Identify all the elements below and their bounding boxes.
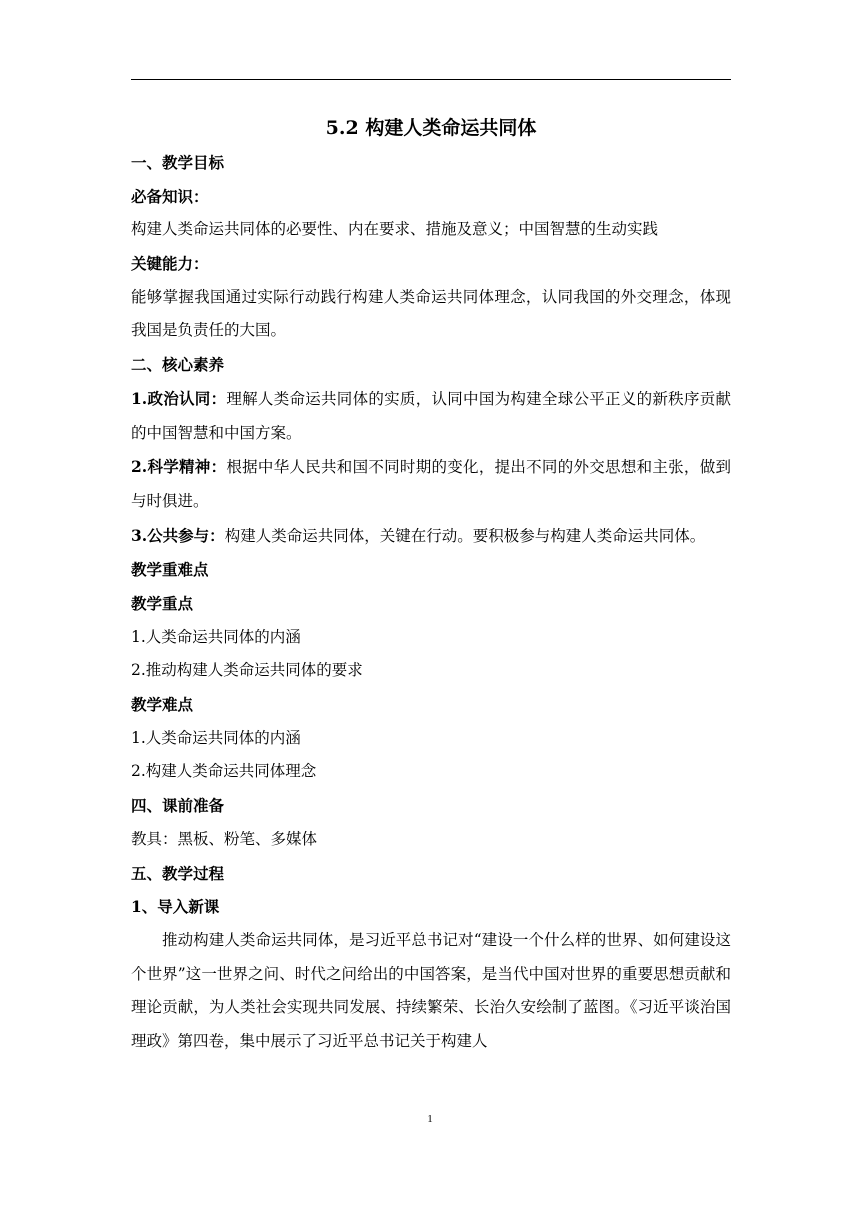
page-title: 5.2 构建人类命运共同体	[325, 117, 537, 139]
literacy-item-1	[131, 382, 731, 450]
literacy-item-1-text: 理解人类命运共同体的实质，认同中国为构建全球公平正义的新秩序贡献的中国智慧和中国方案。	[131, 389, 731, 442]
section-heading-literacy: 二、核心素养	[131, 355, 225, 375]
literacy-item-2-text: 根据中华人民共和国不同时期的变化，提出不同的外交思想和主张，做到与时俱进。	[131, 458, 731, 510]
section-heading-preparation: 四、课前准备	[131, 796, 225, 816]
knowledge-label: 必备知识：	[131, 186, 209, 206]
literacy-item-1-label: 1.政治认同：	[131, 388, 227, 408]
key-points-heading: 教学重点	[131, 594, 194, 614]
teaching-tools: 教具：黑板、粉笔、多媒体	[131, 829, 318, 848]
knowledge-text: 构建人类命运共同体的必要性、内在要求、措施及意义；中国智慧的生动实践	[131, 220, 659, 239]
header-rule	[131, 79, 731, 80]
key-difficult-heading: 教学重难点	[131, 560, 209, 580]
literacy-item-2-label: 2.科学精神：	[131, 457, 227, 477]
literacy-item-2	[131, 450, 731, 518]
section-heading-objectives: 一、教学目标	[131, 153, 225, 172]
literacy-item-3-label: 3.公共参与：	[131, 525, 225, 545]
key-point-item: 2.推动构建人类命运共同体的要求	[131, 661, 363, 680]
section-heading-process: 五、教学过程	[131, 863, 225, 883]
document-body	[131, 112, 731, 1059]
ability-text: 能够掌握我国通过实际行动践行构建人类命运共同体理念，认同我国的外交理念，体现我国是负责任的大国。	[131, 287, 731, 340]
ability-label: 关键能力：	[131, 254, 209, 274]
page-number: 1	[427, 1113, 433, 1125]
literacy-item-3-text: 构建人类命运共同体，关键在行动。要积极参与构建人类命运共同体。	[224, 526, 706, 545]
key-point-item: 1.人类命运共同体的内涵	[131, 627, 301, 646]
difficult-point-item: 1.人类命运共同体的内涵	[131, 728, 301, 747]
intro-heading: 1、导入新课	[131, 897, 220, 917]
literacy-item-3	[131, 519, 731, 554]
difficult-point-item: 2.构建人类命运共同体理念	[131, 762, 317, 781]
difficult-points-heading: 教学难点	[131, 695, 194, 715]
intro-paragraph: 推动构建人类命运共同体，是习近平总书记对“建设一个什么样的世界、如何建设这个世界”这一世界之问、时代之问给出的中国答案，是当代中国对世界的重要思想贡献和理论贡献，为人类社会实现共同发展、持续繁荣、长治久安绘制了蓝图。《习近平谈治国理政》第四卷，集中展示了习近平总书记关于构建人	[131, 930, 731, 1051]
